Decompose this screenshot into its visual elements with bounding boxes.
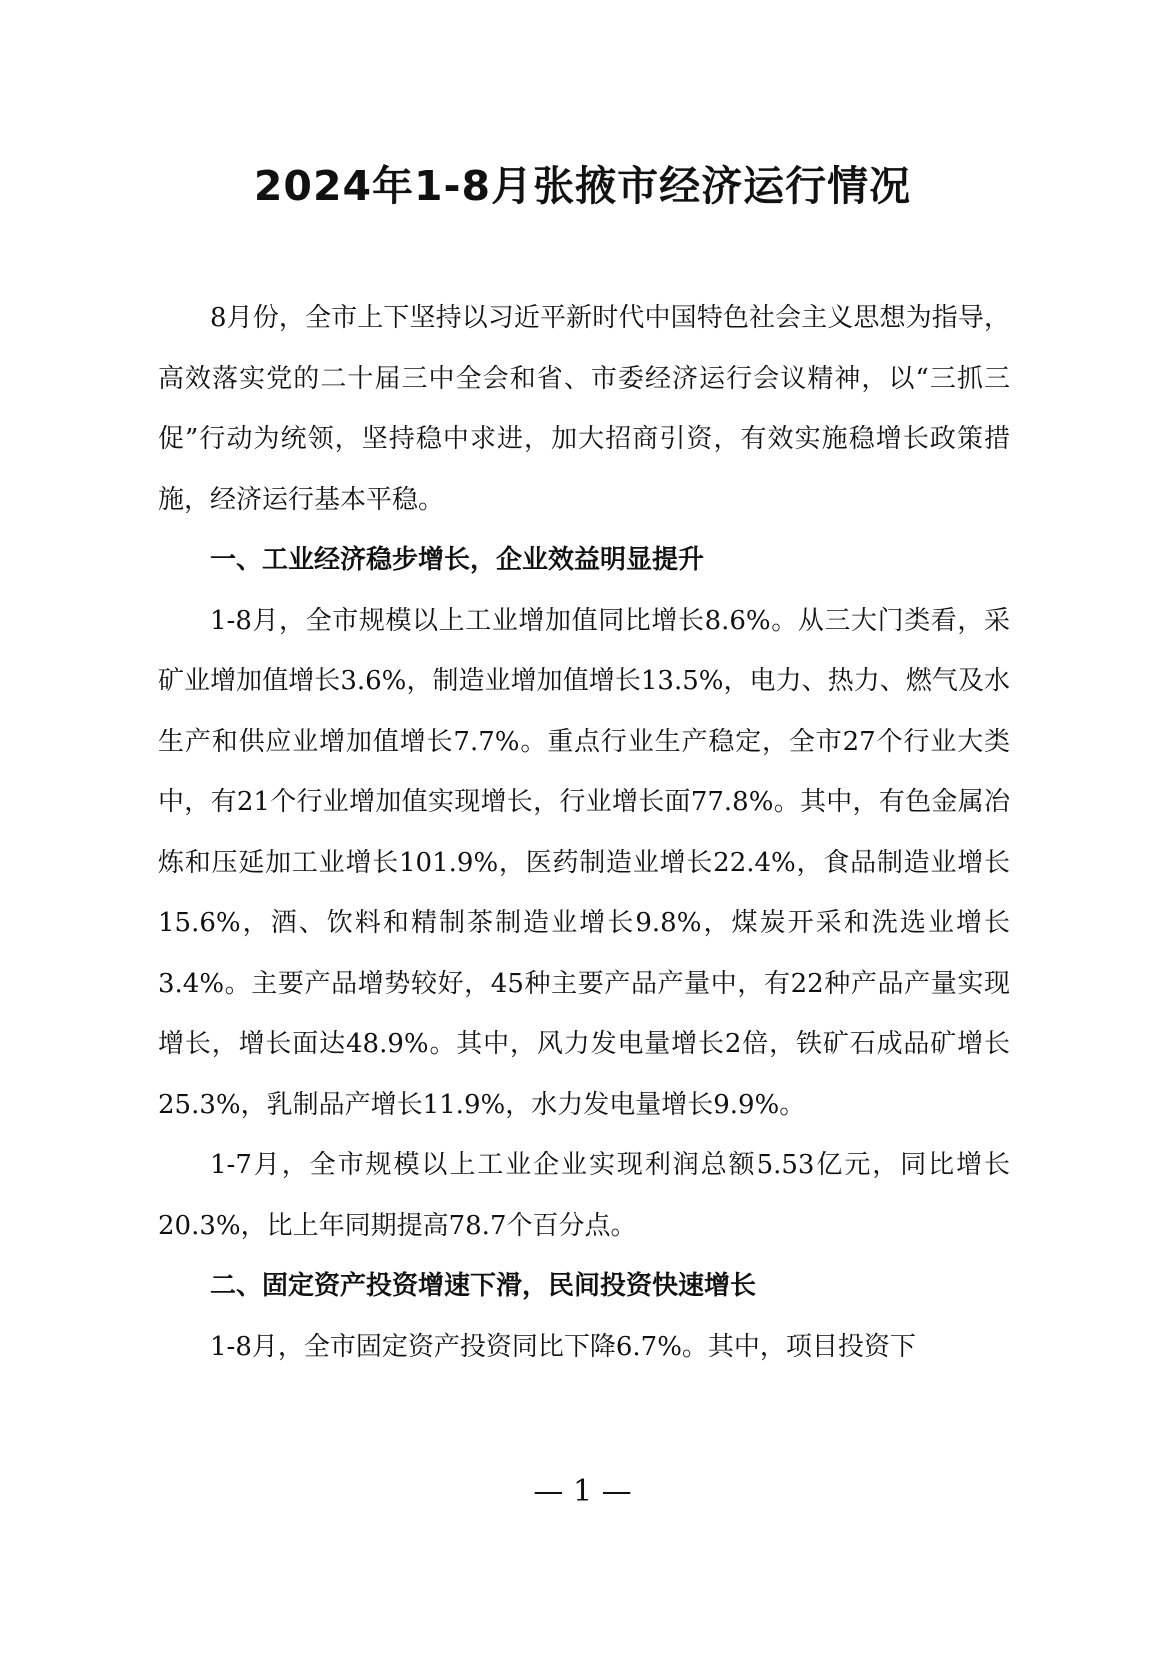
industry-paragraph: 1-8月，全市规模以上工业增加值同比增长8.6%。从三大门类看，采矿业增加值增长3.6%，制造业增加值增长13.5%，电力、热力、燃气及水生产和供应业增加值增长7.7%。重点行业生产稳定，全市27个行业大类中，有21个行业增加值实现增长，行业增长面77.8%。其中，有色金属冶炼和压延加工业增长101.9%，医药制造业增长22.4%，食品制造业增长15.6%，酒、饮料和精制茶制造业增长9.8%，煤炭开采和洗选业增长3.4%。主要产品增势较好，45种主要产品产量中，有22种产品产量实现增长，增长面达48.9%。其中，风力发电量增长2倍，铁矿石成品矿增长25.3%，乳制品产增长11.9%，水力发电量增长9.9%。: [158, 605, 1010, 1120]
intro-paragraph: 8月份，全市上下坚持以习近平新时代中国特色社会主义思想为指导，高效落实党的二十届三中全会和省、市委经济运行会议精神，以“三抓三促”行动为统领，坚持稳中求进，加大招商引资，有效实施稳增长政策措施，经济运行基本平稳。: [158, 303, 1010, 515]
section-heading-investment: 二、固定资产投资增速下滑，民间投资快速增长: [210, 1271, 757, 1301]
investment-paragraph: 1-8月，全市固定资产投资同比下降6.7%。其中，项目投资下: [210, 1331, 916, 1362]
profit-paragraph: 1-7月，全市规模以上工业企业实现利润总额5.53亿元，同比增长20.3%，比上年同期提高78.7个百分点。: [158, 1150, 1010, 1241]
document-title: 2024年1-8月张掖市经济运行情况: [253, 162, 912, 210]
section-heading-industry: 一、工业经济稳步增长，企业效益明显提升: [210, 545, 705, 575]
document-body: [158, 288, 1010, 1377]
page-number: — 1 —: [533, 1474, 632, 1509]
